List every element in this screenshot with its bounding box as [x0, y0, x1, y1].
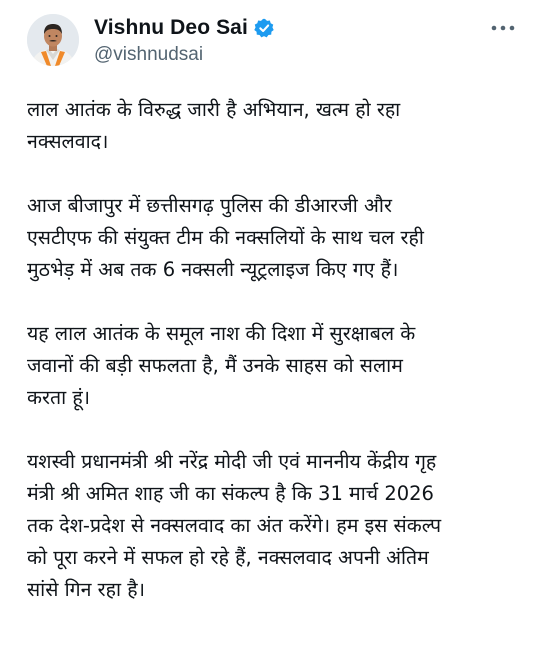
tweet-text [27, 94, 527, 606]
tweet-paragraph: लाल आतंक के विरुद्ध जारी है अभियान, खत्म हो रहा नक्सलवाद। [27, 98, 401, 153]
tweet-paragraph: यह लाल आतंक के समूल नाश की दिशा में सुरक्षाबल के जवानों की बड़ी सफलता है, मैं उनके साहस को सलाम करता हूं। [27, 322, 416, 409]
avatar[interactable] [27, 14, 79, 66]
tweet-paragraph: आज बीजापुर में छत्तीसगढ़ पुलिस की डीआरजी और एसटीएफ की संयुक्त टीम की नक्सलियों के साथ चल रही मुठभेड़ में अब तक 6 नक्सली न्यूट्रलाइज किए गए हैं। [27, 194, 424, 281]
avatar-photo [27, 14, 79, 66]
tweet-header [0, 0, 540, 90]
more-horizontal-icon [488, 18, 518, 38]
author-name-row [94, 14, 275, 42]
more-options-button[interactable] [488, 18, 518, 38]
tweet-paragraph: यशस्वी प्रधानमंत्री श्री नरेंद्र मोदी जी एवं माननीय केंद्रीय गृह मंत्री श्री अमित शाह जी का संकल्प है कि 31 मार्च 2026 तक देश-प्रदेश से नक्सलवाद का अंत करेंगे। हम इस संकल्प को पूरा करने में सफल हो रहे हैं, नक्सलवाद अपनी अंतिम सांसे गिन रहा है। [27, 450, 442, 601]
author-display-name[interactable]: Vishnu Deo Sai [94, 16, 248, 39]
author-handle[interactable]: @vishnudsai [94, 44, 204, 65]
verified-badge-icon [253, 17, 275, 39]
